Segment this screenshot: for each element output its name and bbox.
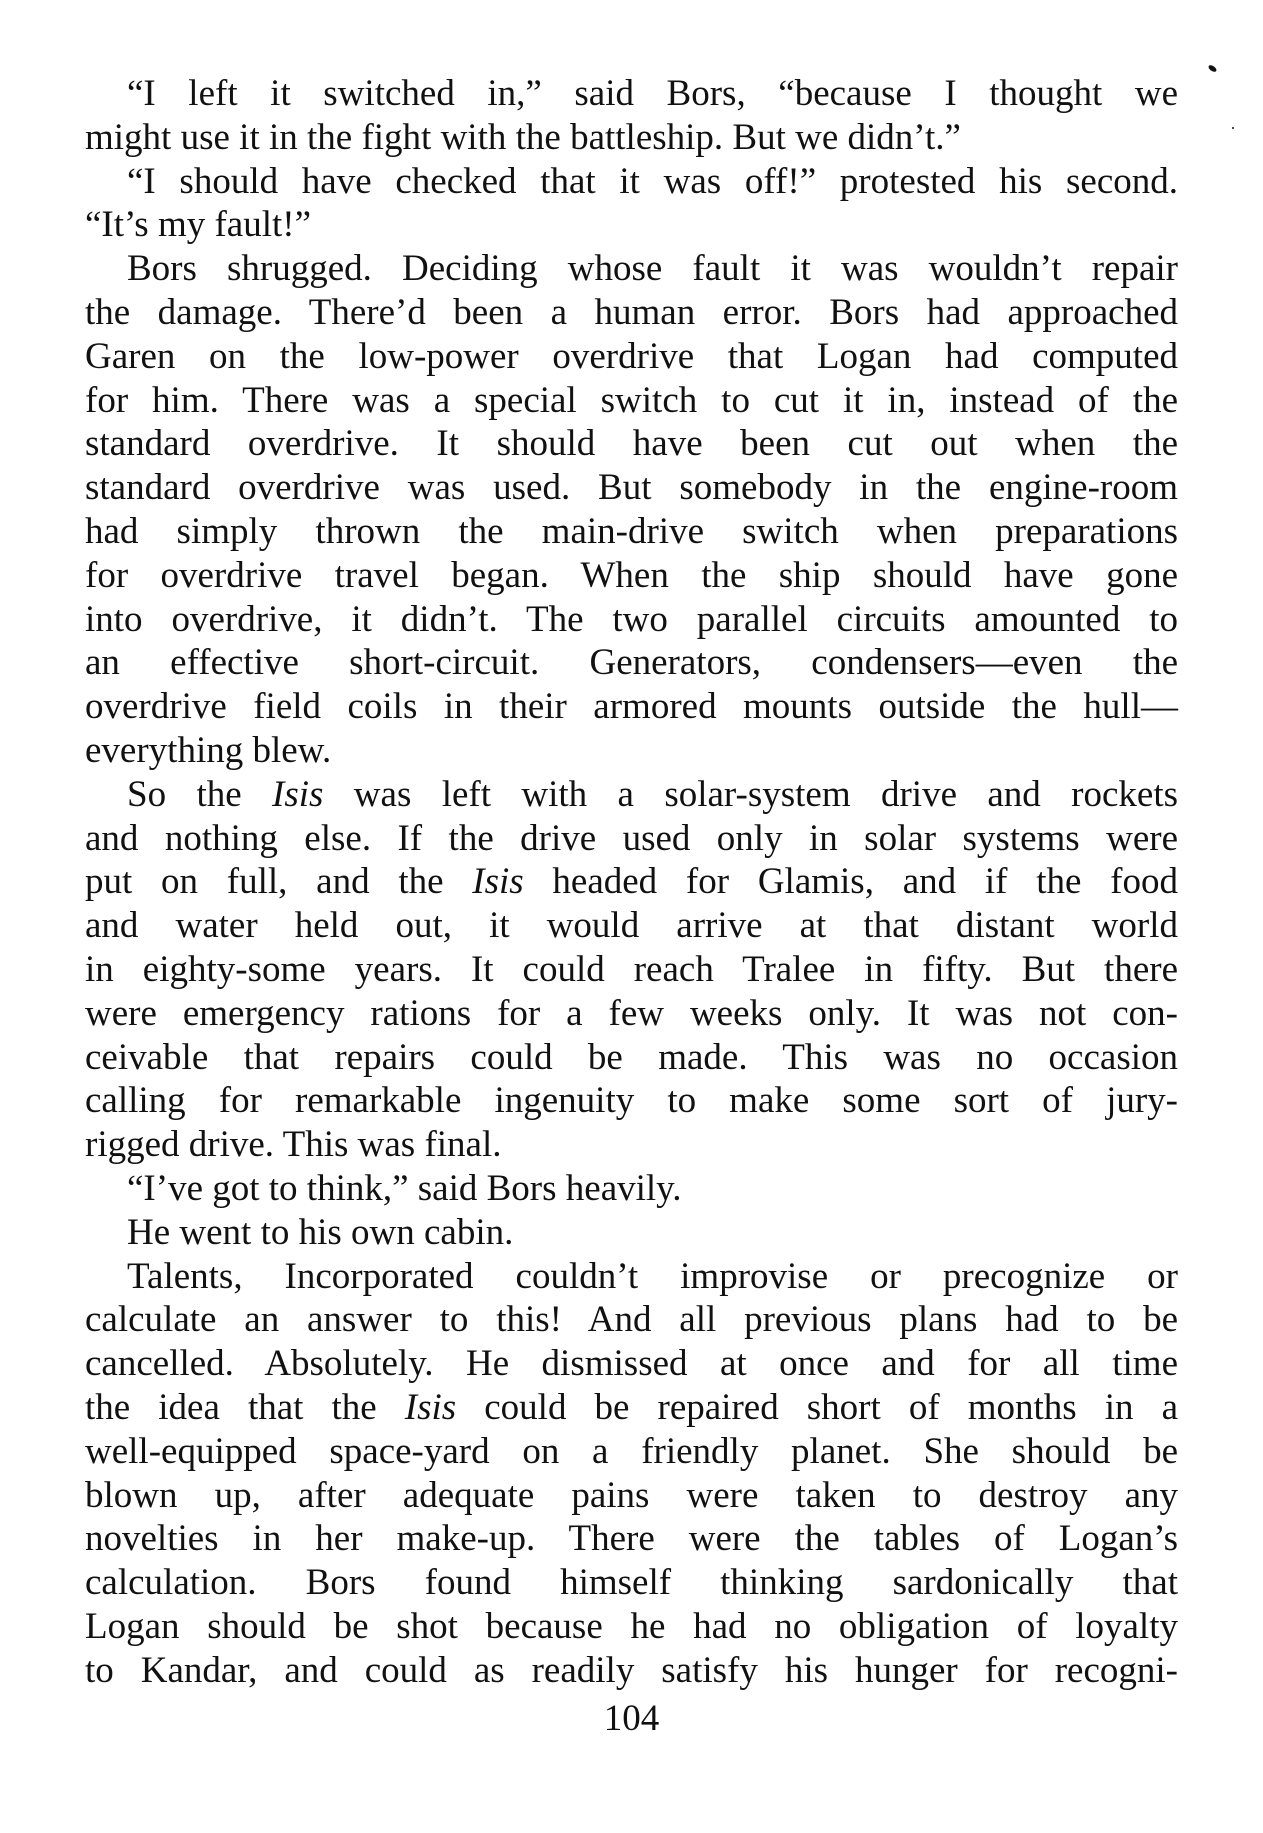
ship-name-italic: Isis <box>472 861 524 903</box>
text-line: cancelled. Absolutely. He dismissed at once and for all time <box>85 1343 1178 1385</box>
text-line: blown up, after adequate pains were taken to destroy any <box>85 1474 1178 1516</box>
text-line: “I should have checked that it was off!” protested his second. <box>127 160 1178 202</box>
text-line: rigged drive. This was final. <box>85 1124 502 1166</box>
ship-name-italic: Isis <box>272 773 324 815</box>
body-text <box>85 72 1178 1692</box>
text-line: had simply thrown the main-drive switch when preparations <box>85 510 1178 552</box>
text-line: everything blew. <box>85 729 332 771</box>
text-line: well-equipped space-yard on a friendly planet. She should be <box>85 1430 1178 1472</box>
scan-speck <box>1232 127 1234 129</box>
text-line: Garen on the low-power overdrive that Logan had computed <box>85 335 1178 377</box>
text-fragment: put on full, and the <box>85 861 473 903</box>
text-line <box>85 1386 1178 1430</box>
text-fragment: the idea that the <box>85 1386 405 1428</box>
text-line: Logan should be shot because he had no obligation of loyalty <box>85 1605 1178 1647</box>
text-line: the damage. There’d been a human error. Bors had approached <box>85 291 1178 333</box>
text-line: might use it in the fight with the battleship. But we didn’t.” <box>85 116 961 158</box>
text-line: for him. There was a special switch to cut it in, instead of the <box>85 379 1178 421</box>
text-line: in eighty-some years. It could reach Tralee in fifty. But there <box>85 948 1178 990</box>
text-line: “It’s my fault!” <box>85 204 312 246</box>
text-line: for overdrive travel began. When the ship should have gone <box>85 554 1178 596</box>
text-line: calculate an answer to this! And all previous plans had to be <box>85 1299 1178 1341</box>
text-line: ceivable that repairs could be made. This was no occasion <box>85 1036 1178 1078</box>
text-line: an effective short-circuit. Generators, condensers—even the <box>85 642 1178 684</box>
text-fragment: was left with a solar-system drive and rockets <box>323 773 1179 815</box>
text-fragment: headed for Glamis, and if the food <box>523 861 1178 903</box>
text-fragment: So the <box>127 773 273 815</box>
text-line: and water held out, it would arrive at that distant world <box>85 905 1178 947</box>
page-number: 104 <box>603 1698 660 1739</box>
text-line: and nothing else. If the drive used only in solar systems were <box>85 817 1178 859</box>
text-line: were emergency rations for a few weeks only. It was not con- <box>85 992 1178 1034</box>
text-line: standard overdrive. It should have been cut out when the <box>85 423 1178 465</box>
text-line <box>85 773 1178 817</box>
scan-speck <box>1207 64 1217 73</box>
text-line: “I left it switched in,” said Bors, “because I thought we <box>127 73 1178 114</box>
text-fragment: could be repaired short of months in a <box>456 1386 1179 1428</box>
text-line: Bors shrugged. Deciding whose fault it was wouldn’t repair <box>127 248 1178 290</box>
text-line: standard overdrive was used. But somebody in the engine-room <box>85 467 1178 509</box>
text-line: into overdrive, it didn’t. The two parallel circuits amounted to <box>85 598 1178 640</box>
text-line: “I’ve got to think,” said Bors heavily. <box>127 1167 682 1209</box>
text-line: Talents, Incorporated couldn’t improvise or precognize or <box>127 1255 1178 1297</box>
text-line: calling for remarkable ingenuity to make some sort of jury- <box>85 1080 1178 1122</box>
text-line: to Kandar, and could as readily satisfy his hunger for recogni- <box>85 1649 1178 1691</box>
text-line <box>85 860 1178 904</box>
text-line: He went to his own cabin. <box>127 1211 514 1253</box>
text-line: overdrive field coils in their armored mounts outside the hull— <box>85 686 1178 728</box>
ship-name-italic: Isis <box>404 1386 457 1428</box>
text-line: calculation. Bors found himself thinking sardonically that <box>85 1562 1178 1604</box>
text-line: novelties in her make-up. There were the tables of Logan’s <box>85 1518 1178 1560</box>
